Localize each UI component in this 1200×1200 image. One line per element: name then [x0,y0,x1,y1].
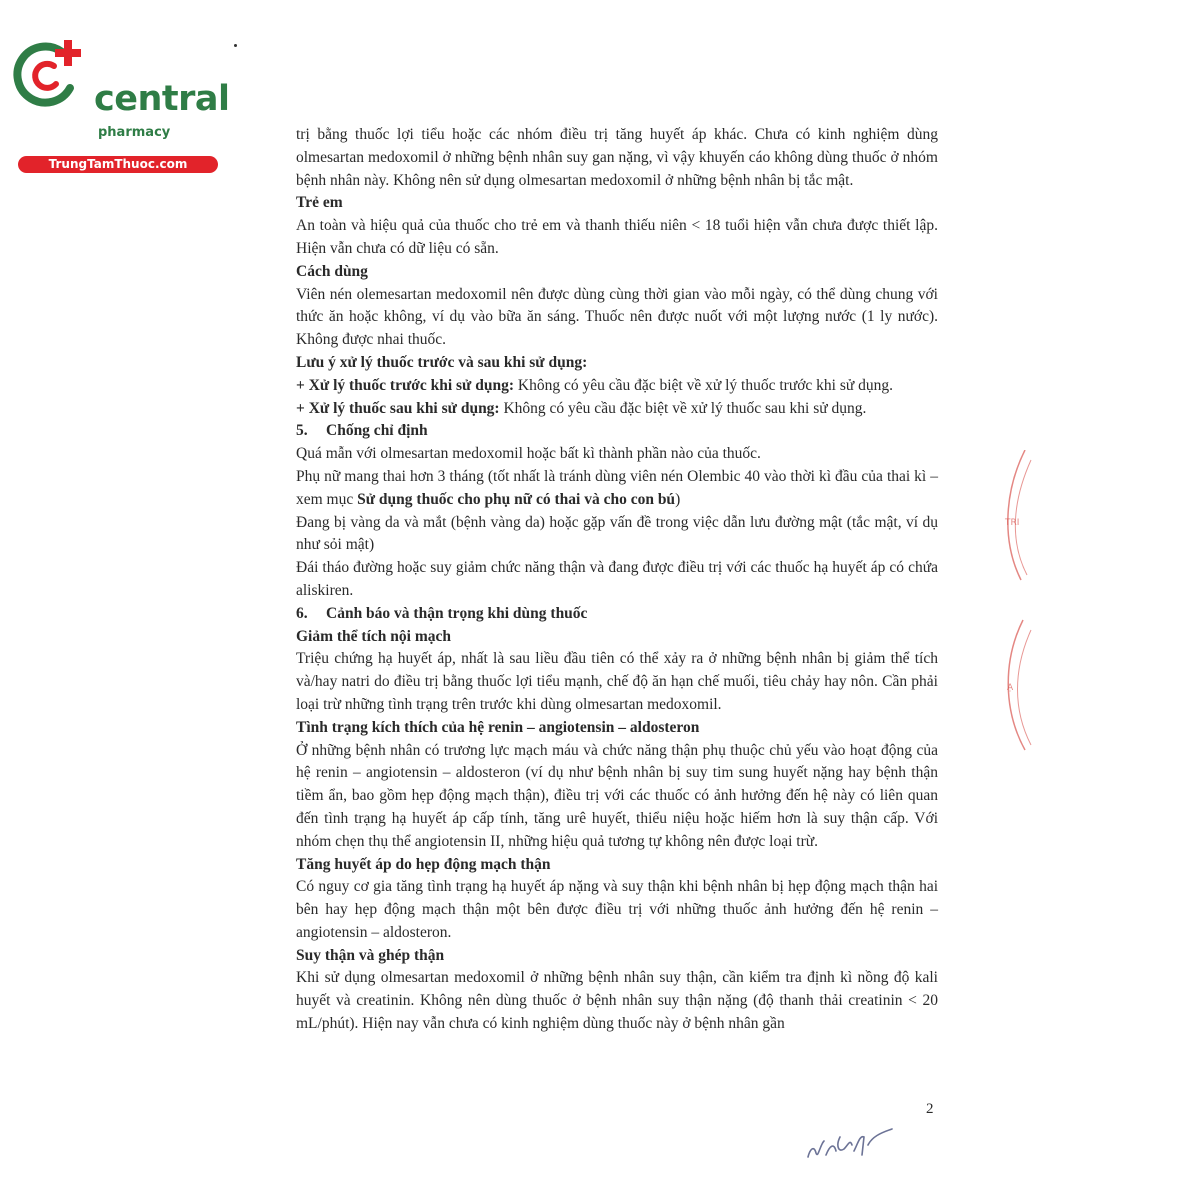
logo-subtitle: pharmacy [98,125,171,140]
heading-suy-than: Suy thận và ghép thận [296,946,445,964]
section-6-title: Cảnh báo và thận trọng khi dùng thuốc [326,604,588,622]
logo-website-link[interactable]: TrungTamThuoc.com [18,156,218,173]
section-5-number: 5. [296,422,308,440]
luu-y-sau-label: + Xử lý thuốc sau khi sử dụng: [296,399,500,417]
paragraph-tang-huyet-ap: Có nguy cơ gia tăng tình trạng hạ huyết áp nặng và suy thận khi bệnh nhân bị hẹp động mạch thận hai bên hay hẹp động mạch thận một bên được điều trị với những thuốc ảnh hưởng đến hệ renin – angiotensin – aldosteron. [296,878,938,941]
section-6-heading [296,603,938,626]
section-6-number: 6. [296,604,308,622]
luu-y-sau-text: Không có yêu cầu đặc biệt về xử lý thuốc sau khi sử dụng. [499,399,867,417]
paragraph-qua-man: Quá mẫn với olmesartan medoxomil hoặc bất kì thành phần nào của thuốc. [296,445,761,463]
paragraph-phu-nu-mang-thai [296,466,938,512]
section-5-heading [296,420,938,443]
paragraph-dai-thao-duong: Đái tháo đường hoặc suy giảm chức năng thận và đang được điều trị với các thuốc hạ huyết áp có chứa aliskiren. [296,559,938,599]
svg-text:TRI: TRI [1005,518,1020,528]
central-pharmacy-logo[interactable] [10,38,230,171]
phu-nu-reference: Sử dụng thuốc cho phụ nữ có thai và cho con bú [357,490,676,508]
red-stamp-edge-icon [995,450,1035,760]
handwritten-signature-icon [800,1115,900,1165]
logo-brand-name: central [94,79,230,119]
paragraph-tinh-trang-kich-thich: Ở những bệnh nhân có trương lực mạch máu và chức năng thận phụ thuộc chủ yếu vào hoạt động của hệ renin – angiotensin – aldosteron (ví dụ như bệnh nhân bị suy tim sung huyết nặng hay bệnh thận tiềm ẩn, bao gồm hẹp động mạch thận), điều trị với các thuốc có ảnh hưởng đến hệ này có liên quan đến tình trạng hạ huyết áp cấp tính, tăng urê huyết, thiểu niệu hoặc hiếm hơn là suy thận cấp. Với nhóm chẹn thụ thể angiotensin II, những hiệu quả tương tự không nên được loại trừ. [296,741,938,850]
heading-tang-huyet-ap: Tăng huyết áp do hẹp động mạch thận [296,855,551,873]
svg-text:Ạ: Ạ [1007,683,1014,693]
paragraph-cach-dung: Viên nén olemesartan medoxomil nên được dùng cùng thời gian vào mỗi ngày, có thể dùng chung với thức ăn hoặc không, ví dụ vào bữa ăn sáng. Thuốc nên được nuốt với một lượng nước (1 ly nước). Không được nhai thuốc. [296,285,938,349]
heading-tre-em: Trẻ em [296,194,343,212]
paragraph-suy-than: Khi sử dụng olmesartan medoxomil ở những bệnh nhân suy thận, cần kiểm tra định kì nồng độ kali huyết và creatinin. Không nên dùng thuốc ở bệnh nhân suy thận nặng (độ thanh thải creatinin < 20 mL/phút). Hiện nay vẫn chưa có kinh nghiệm dùng thuốc này ở bệnh nhân gần [296,969,938,1033]
central-logo-mark-icon [10,38,90,110]
paragraph-luu-y-sau [296,398,938,421]
heading-luu-y: Lưu ý xử lý thuốc trước và sau khi sử dụng: [296,353,588,371]
heading-giam-the-tich: Giảm thể tích nội mạch [296,627,451,645]
section-5-title: Chống chỉ định [326,422,428,440]
heading-tinh-trang-kich-thich: Tình trạng kích thích của hệ renin – angiotensin – aldosteron [296,718,700,736]
paragraph-tre-em: An toàn và hiệu quả của thuốc cho trẻ em và thanh thiếu niên < 18 tuổi hiện vẫn chưa được thiết lập. Hiện vẫn chưa có dữ liệu có sẵn. [296,217,938,257]
page-number: 2 [926,1101,934,1117]
paragraph-intro: trị bằng thuốc lợi tiểu hoặc các nhóm điều trị tăng huyết áp khác. Chưa có kinh nghiệm dùng olmesartan medoxomil ở những bệnh nhân suy gan nặng, vì vậy khuyến cáo không dùng thuốc ở nhóm bệnh nhân này. Không nên sử dụng olmesartan medoxomil ở những bệnh nhân bị tắc mật. [296,126,938,189]
paragraph-giam-the-tich: Triệu chứng hạ huyết áp, nhất là sau liều đầu tiên có thể xảy ra ở những bệnh nhân bị giảm thể tích và/hay natri do điều trị bằng thuốc lợi tiểu mạnh, chế độ ăn hạn chế muối, tiêu chảy hay nôn. Cần phải loại trừ những tình trạng trên trước khi dùng olmesartan medoxomil. [296,650,938,713]
heading-cach-dung: Cách dùng [296,262,368,280]
document-body [296,124,938,1036]
luu-y-truoc-text: Không có yêu cầu đặc biệt về xử lý thuốc trước khi sử dụng. [514,376,894,394]
luu-y-truoc-label: + Xử lý thuốc trước khi sử dụng: [296,376,514,394]
phu-nu-end: ) [675,490,681,508]
paragraph-luu-y-truoc [296,375,938,398]
phu-nu-text: Phụ nữ mang thai hơn 3 tháng (tốt nhất là tránh dùng viên nén Olembic 40 vào thời kì đầu của thai kì – xem mục [296,467,938,508]
speck-mark [234,44,237,47]
paragraph-vang-da: Đang bị vàng da và mắt (bệnh vàng da) hoặc gặp vấn đề trong việc dẫn lưu đường mật (tắc mật, ví dụ như sỏi mật) [296,513,938,554]
